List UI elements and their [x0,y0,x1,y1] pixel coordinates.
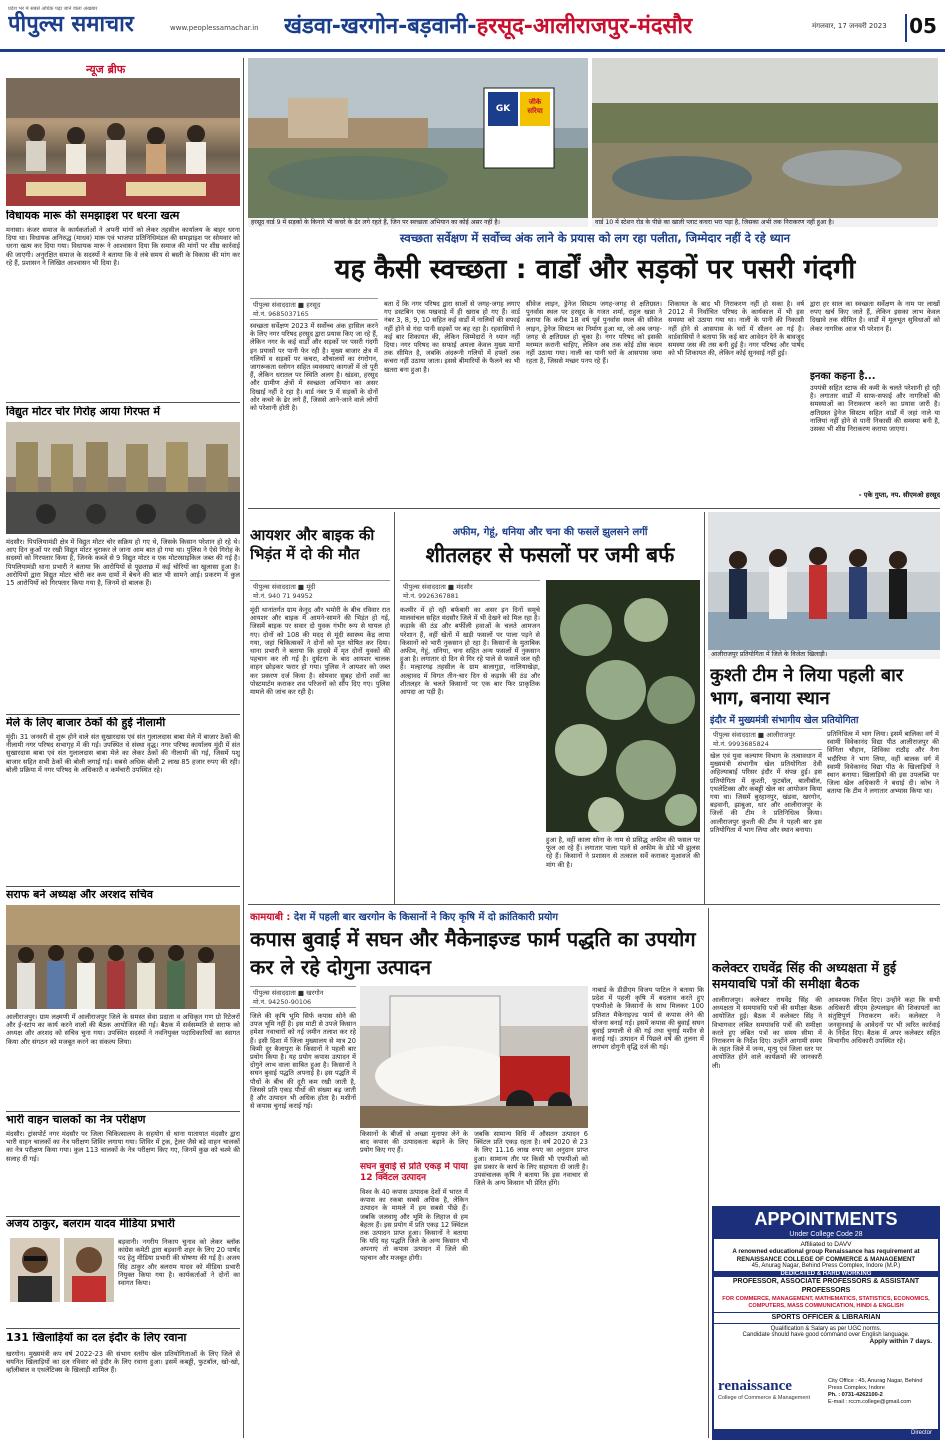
lead-byline [250,298,378,320]
lead-col4: शिकायत के बाद भी निराकरण नहीं हो सका है। वर्ष 2012 में निर्वाचित परिषद के कार्यकाल में भी इस समस्या को उठाया गया था। नाली के पानी की निकासी नहीं होने से आसपास के घरों में सीलन आ गई है। वार्डवासियों ने बताया कि कई बार आवेदन देने के बावजूद समस्या जस की तस बनी हुई है। नगर परिषद और पार्षद को भी शिकायत की, लेकिन कोई सुनवाई नहीं हुई। [668,300,804,358]
portrait-1-svg [10,1238,60,1302]
wrestling-photo [708,512,940,650]
portrait-2-svg [64,1238,114,1302]
story5-body: मंदसौर। ट्रांसपोर्ट नगर मंदसौर पर जिला चिकित्सालय के सहयोग से थाना यातायात मंदसौर द्वारा भारी वाहन चालकों का नेत्र परीक्षण शिविर लगाया गया। शिविर में ट्रक, ट्रेलर जैसे बड़े वाहन चालकों का नेत्र परीक्षण किया गया। कुल 113 चालकों के नेत्र परीक्षण किए गए, जिनमें कुछ को चश्मे की सलाह दी गई। [6,1130,240,1163]
column-divider [394,512,395,904]
wrestling-photo-caption: आलीराजपुर प्रतियोगिता में जिले के विजेता खिलाड़ी। [708,650,940,659]
ad-librarian: SPORTS OFFICER & LIBRARIAN [714,1312,938,1324]
wrestling-headline: कुश्ती टीम ने लिया पहली बार भाग, बनाया स्थान [710,665,904,709]
wrestling-phone: मो.नं. 9993685824 [713,740,769,748]
police-photo [6,422,240,534]
wrestling-byline-text: पीपुल्स संवाददाता ■ आलीराजपुर [713,731,795,739]
accident-headline: आयशर और बाइक की भिड़ंत में दो की मौत [250,526,375,563]
lead-photo-1 [248,58,588,218]
cotton-phone: मो.नं. 94250-90106 [253,998,312,1006]
story6-title: अजय ठाकुर, बलराम यादव मीडिया प्रभारी [6,1218,175,1230]
wrestling-photo-svg [708,512,940,650]
cotton-col1: जिले की कृषि भूमि सिर्फ कपास सोने की उपज भूमि नहीं है। इस माटी से उपजे किसान हमेशा नवाचारों को नई जमीन तलाश कर रहे हैं। इसी दिशा में जिला मुख्यालय से मात्र 20 किमी दूर बैजापुरा के किसानों ने पहली बार प्रयोग किया है। यह प्रयोग कपास उत्पादन में दोगुने लाभ वाला साबित हुआ है। किसानों ने सघन बुवाई पद्धति अपनाई है। इस पद्धति में पौधों के बीच की दूरी कम रखी जाती है, जिससे प्रति एकड़ पौधों की संख्या बढ़ जाती है और उत्पादन भी अधिक होता है। मशीनों से कपास चुनाई कराई गई। [250,1012,356,1111]
cotton-col3: विश्व के 40 कपास उत्पादक देशों में भारत में कपास का रकबा सबसे अधिक है, लेकिन उत्पादन के मामले में हम सबसे पीछे हैं। जबकि जलवायु और भूमि के लिहाज से हम बेहतर हैं। इस प्रयोग में प्रति एकड़ 12 क्विंटल तक उत्पादन प्राप्त हुआ। किसानों ने बताया कि यदि यह पद्धति जिले के अन्य किसान भी अपनाएं तो कपास उत्पादन में जिले की पहचान और मजबूत होगी। [360,1188,468,1262]
divider [6,402,240,403]
frost-headline: शीतलहर से फसलों पर जमी बर्फ [425,543,675,567]
story7-title: 131 खिलाड़ियों का दल इंदौर के लिए रवाना [6,1332,187,1344]
story3-body: मूंदी। 31 जनवरी से शुरू होने वाले संत सुखारदास एवं संत गुलालदास बाबा मेले में बाजार ठेकों की नीलामी नगर परिषद सभागृह में की गई। उपस्थित थे संस्था वृद्ध। नगर परिषद कार्यालय मूंदी में संत सुखारदास बाबा एवं संत गुलालदास बाबा मेले का लेकर ठेकों की नीलामी की गई, जिसमें पशु बाजार सहित सभी ठेकों की बोली लगाई गई। सबसे अधिक बोली 2 लाख 85 हजार रुपए की रही। बोली प्रक्रिया में नगर परिषद के अधिकारी व कर्मचारी उपस्थित रहे। [6,733,240,774]
story5-title: भारी वाहन चालकों का नेत्र परीक्षण [6,1114,146,1126]
divider [6,1216,240,1217]
story2-body: मंदसौर। पिपलियामंडी क्षेत्र में विद्युत मोटर चोर सक्रिय हो गए थे, जिसके किसान परेशान हो रहे थे। आए दिन कुओं पर रखी विद्युत मोटर चुराकर ले जाना आम बात हो गया था। पुलिस ने ऐसे गिरोह के सदस्यों को गिरफ्तार किया है, जिनके कब्जे से 9 विद्युत मोटर व एक मोटरसाइकिल जब्त की गई है। पिपलियामंडी थाना प्रभारी ने बताया कि आरोपियों से पूछताछ में कई चोरियों का खुलासा हुआ है। आरोपियों द्वारा विद्युत मोटर चोरी कर कम दामों में बेचने की बात भी सामने आई। प्रकरण में कुल 15 आरोपियों को गिरफ्तार किया गया है, जिनमें दो बालक हैं। [6,538,240,588]
accident-byline-text: पीपुल्स संवाददाता ■ मूंदी [253,583,316,591]
cotton-col5: जबकि सामान्य विधि में औसतन उत्पादन 6 क्विंटल प्रति एकड़ रहता है। वर्ष 2020 से 23 के लिए 11.16 लाख रुपए का अनुदान प्राप्त हुआ। सामान्य तौर पर किसी भी एफपीओ को इस प्रकार के कार्य के लिए सहायता दी जाती है। उपसंचालक कृषि ने बताया कि इस नवाचार से जिले के अन्य किसान भी प्रेरित होंगे। [474,1130,588,1188]
ad-director: Director [714,1429,938,1438]
story3-title: मेले के लिए बाजार ठेकों की हुई नीलामी [6,717,166,729]
comment-box-body: उपयंत्री सहित स्टाफ की कमी के चलते परेशानी हो रही है। लगातार वार्डों में साफ-सफाई और नागरिकों की समस्याओं का निराकरण करने का प्रयास जारी है। क्षतिग्रस्त ड्रेनेज सिस्टम सहित वार्डों में जहां नाले या नालियां नहीं होने से पानी निकासी की समस्या बनी है, उसका भी शीघ्र निराकरण कराया जाएगा। [810,384,940,434]
wrestling-byline [710,728,822,750]
story1-title: विधायक मारू की समझाइश पर धरना खत्म [6,210,180,222]
ad-address: 45, Anurag Nagar, Behind Press Complex, Indore (M.P.) [751,1263,901,1269]
website-url[interactable]: www.peoplessamachar.in [170,24,259,32]
group-photo [6,905,240,1009]
masthead [0,0,945,52]
collector-col1: आलीराजपुर। कलेक्टर राघवेंद्र सिंह की अध्यक्षता में समयावधि पत्रों की समीक्षा बैठक आयोजित हुई। बैठक में कलेक्टर सिंह ने विभागवार लंबित समयावधि पत्रों की समीक्षा करते हुए लंबित पत्रों का समय सीमा में निराकरण के निर्देश दिए। उन्होंने आगामी समय के तहत जिले में जन्म, मृत्यु एवं जिला स्तर पर आयोजित होने वाले कार्यक्रमों की जानकारी ली। [712,996,822,1070]
cotton-photo-svg [360,986,588,1128]
divider [6,714,240,715]
accident-byline [250,580,390,602]
cotton-kicker-label: कामयाबी : [250,912,291,923]
ad-logo [718,1378,826,1418]
protest-photo-svg [6,78,240,206]
accident-body: मूंदी थानांतर्गत ग्राम केनूद और भमोरी के बीच रविवार रात आयशर और बाइक में आमने-सामने की भिड़ंत हो गई, जिसमें बाइक पर सवार दो युवक गंभीर रूप से घायल हो गए। दोनों को 108 की मदद से मूंदी स्वास्थ्य केंद्र लाया गया, जहां चिकित्सकों ने दोनों को मृत घोषित कर दिया। थाना प्रभारी ने बताया कि हादसे में मृत दोनों युवकों की पहचान कर ली गई है। दुर्घटना के बाद आयशर चालक वाहन छोड़कर फरार हो गया। पुलिस ने आयशर को जब्त कर प्रकरण दर्ज किया है। सोमवार सुबह दोनों शवों का पोस्टमार्टम कराकर शव परिजनों को सौंप दिए गए। पुलिस मामले की जांच कर रही है। [250,606,390,697]
ad-posts: PROFESSOR, ASSOCIATE PROFESSORS & ASSISTANT PROFESSORS [732,1278,920,1294]
story4-title: सराफ बने अध्यक्ष और अरशद सचिव [6,889,153,901]
frost-photo [546,580,700,832]
edition-title-main: खंडवा-खरगोन-बड़वानी- [284,14,477,39]
lead-col3: सीवेज लाइन, ड्रेनेज सिस्टम जगह-जगह से क्षतिग्रस्त। पुनर्वास स्थल पर हरसूद के गजत शर्मा, राहुल खन्ना ने बताया कि करीब 18 वर्ष पूर्व पुनर्वास स्थल की सीवेज लाइन, ड्रेनेज सिस्टम का निर्माण हुआ था, जो अब जगह-जगह से क्षतिग्रस्त हो चुका है। नगर परिषद को इसकी मरम्मत करानी चाहिए, लेकिन अब तक कोई ठोस कदम नहीं उठाया गया। नाली का पानी घरों के आसपास जमा रहता है, जिससे मच्छर पनप रहे हैं। [526,300,662,366]
frost-photo-svg [546,580,700,832]
news-brief-label: न्यूज ब्रीफ [86,63,126,76]
ad-intro: A renowned educational group Renaissance has requirement at RENAISSANCE COLLEGE OF COMMERCE & MANAGEMENT [732,1248,920,1263]
ad-city-office: City Office : 45, Anurag Nagar, Behind Press Complex, Indore [828,1378,923,1391]
collector-col2: आवश्यक निर्देश दिए। उन्होंने कहा कि सभी अधिकारी सीएम हेल्पलाइन की शिकायतों का संतुष्टिपूर्ण निराकरण करें। कलेक्टर ने जनसुनवाई के आवेदनों पर भी त्वरित कार्रवाई के निर्देश दिए। बैठक में अपर कलेक्टर सहित विभागीय अधिकारी उपस्थित रहे। [828,996,940,1046]
divider [6,1111,240,1112]
ad-logo-text: renaissance [718,1378,792,1394]
cotton-photo [360,986,588,1128]
column-divider [704,512,705,904]
appointments-ad[interactable] [712,1206,940,1440]
portrait-photo-1 [10,1238,60,1302]
story1-body: मनासा। कंजर समाज के कार्यकर्ताओं ने अपनी मांगों को लेकर तहसील कार्यालय के बाहर धरना दिया था। विधायक अनिरुद्ध (माधव) मारू एवं भाजपा प्रतिनिधिमंडल की समझाइश पर सोमवार को धरना खत्म कर दिया गया। विधायक मारू ने आश्वासन दिया कि समाज की मांगों पर शीघ्र कार्रवाई की जाएगी। अनुरक्षित समाज के सदस्यों ने बताया कि वे लंबे समय से बस्ती के विकास की मांग कर रहे हैं, प्रशासन ने लिखित आश्वासन भी दिया है। [6,226,240,267]
lead-photo-1-svg [248,58,588,218]
accident-phone: मो.नं. 940 71 94952 [253,592,313,600]
lead-photo-1-caption: हरसूद वार्ड 9 में सड़कों के किनारे भी कचरे के ढेर लगे रहते हैं, जिन पर स्वच्छता अभियान का कोई असर नहीं है। [248,218,588,227]
lead-photo-2-svg [592,58,938,218]
left-column [6,58,240,1443]
ad-dedicated: DEDICATED & HARD WORKING [714,1271,938,1277]
section-divider [248,904,940,905]
wrestling-col2: प्रतिनिधित्व में भाग लिया। इसमें बालिका वर्ग में स्वामी विवेकानंद विद्या पीठ आलीराजपुर की विनिता चौहान, शिविका राठौड़ और नैना भदौरिया ने भाग लिया, वहीं बालक वर्ग में स्वामी विवेकानंद विद्या पीठ के खिलाड़ियों ने स्थान बनाया। खिलाड़ियों की इस उपलब्धि पर जिला खेल अधिकारी ने बधाई दी। कोच ने बताया कि टीम ने लगातार अभ्यास किया था। [827,730,939,796]
wrestling-subhead: इंदौर में मुख्यमंत्री संभागीय खेल प्रतियोगिता [710,715,859,726]
group-photo-svg [6,905,240,1009]
ad-logo-sub: College of Commerce & Management [718,1395,811,1401]
comment-box-title: इनका कहना है... [810,371,876,382]
issue-date: मंगलवार, 17 जनवरी 2023 [812,22,887,30]
cotton-byline-text: पीपुल्स संवाददाता ■ खरगोन [253,989,324,997]
frost-col1: कश्मीर में हो रही बर्फबारी का असर इन दिनों समूचे मालवांचल सहित मंदसौर जिले में भी देखने को मिल रहा है। कड़ाके की ठंड और बर्फीली हवाओं के चलते आमजन परेशान हैं, वहीं खेतों में खड़ी फसलों पर पाला पड़ने से किसानों को भारी नुकसान हो रहा है। किसानों के मुताबिक अफीम, गेहूं, धनिया, चना सहित अन्य फसलों में नुकसान हुआ है। लगातार दो दिन से गिर रहे पाले से फसलें जल रही हैं। मल्हारगढ़ तहसील के ग्राम बालागुड़ा, नालियाखेड़ा, अल्हावद में विगत तीन-चार दिन से कड़ाके की ठंड और शीतलहर के चलते किसानों पर एक बार फिर प्राकृतिक आपदा आ पड़ी है। [400,606,540,697]
frost-col2: हुआ है, वहीं काला सोना के नाम से प्रसिद्ध अफीम की फसल पर फूल आ रहे हैं। लगातार पाला पड़ने से अफीम के डोडे भी झुलस रहे हैं। किसानों ने प्रशासन से तत्काल सर्वे कराकर मुआवजे की मांग की है। [546,836,700,869]
story4-body: आलीराजपुर। ग्राम लक्ष्मणी में आलीराजपुर जिले के समस्त सेवा प्रदाता व अधिकृत गण ग्रो रिटेलरों और ई-स्टांप का कार्य करने वालों की बैठक आयोजित की गई। बैठक में सर्वसम्मति से सराफ को अध्यक्ष और अरशद को सचिव चुना गया। उपस्थित सदस्यों ने नवनियुक्त पदाधिकारियों का स्वागत किया और संगठन को मजबूत करने का संकल्प लिया। [6,1013,240,1046]
lead-headline: यह कैसी स्वच्छता : वार्डों और सड़कों पर पसरी गंदगी [334,254,856,285]
lead-kicker: स्वच्छता सर्वेक्षण में सर्वोच्च अंक लाने के प्रयास को लग रहा पलीता, जिम्मेदार नहीं दे रहे ध्यान [399,231,791,245]
cotton-col4: नाबार्ड के डीडीएम विजय पाटिल ने बताया कि प्रदेश में पहली कृषि में बदलाव करते हुए एफपीओ के किसानों के साथ मिलकर 100 प्रतिशत मैकेनाइज्ड फार्म से कपास लेने की योजना बनाई गई। इसमें कपास की बुवाई सघन बुवाई प्रणाली से की गई तथा चुनाई मशीन से कराई गई। उत्पादन में पिछले वर्ष की तुलना में लगभग दोगुनी वृद्धि दर्ज की गई। [592,986,704,1052]
page-number: 05 [905,14,939,42]
cotton-headline: कपास बुवाई में सघन और मैकेनाइज्ड फार्म पद्धति का उपयोग कर ले रहे दोगुना उत्पादन [250,927,696,979]
column-divider [243,58,244,1438]
billboard-text: GK TMT [492,104,514,144]
cotton-byline [250,986,356,1008]
protest-photo [6,78,240,206]
cotton-subhead: सघन बुवाई से प्रति एकड़ में पाया 12 क्विंटल उत्पादन [360,1162,468,1183]
frost-byline-text: पीपुल्स संवाददाता ■ मंदसौर [403,583,473,591]
lead-photo-2 [592,58,938,218]
frost-kicker: अफीम, गेहूं, धनिया और चना की फसलें झुलसने लगीं [452,527,648,538]
ad-affiliation: Affiliated to DAVV [800,1241,852,1248]
divider [6,1328,240,1329]
story6-body: बड़वानी। नगरीय निकाय चुनाव को लेकर ब्लॉक कांग्रेस कमेटी द्वारा बड़वानी शहर के लिए 20 पार्षद पद हेतु मीडिया प्रभारी की घोषणा की गई है। अजय सिंह ठाकुर और बलराम यादव को मीडिया प्रभारी नियुक्त किया गया है। कार्यकर्ताओं ने दोनों का स्वागत किया। [118,1238,240,1288]
cotton-kicker-text: देश में पहली बार खरगोन के किसानों ने किए कृषि में दो क्रांतिकारी प्रयोग [293,912,558,923]
edition-title [284,10,804,42]
ad-candidates: Candidate should have good command over English language. [742,1332,910,1338]
column-divider [708,908,709,1438]
police-photo-svg [6,422,240,534]
lead-col2: बता दें कि नगर परिषद द्वारा सालों से जगह-जगह लगाए गए डस्टबिन एक पखवाड़े में ही खराब हो गए हैं। वार्ड नंबर 3, 8, 9, 10 सहित कई वार्डों में नालियों की सफाई नहीं होने से गंदा पानी सड़कों पर बह रहा है। रहवासियों ने कई बार शिकायत की, लेकिन जिम्मेदारों ने ध्यान नहीं दिया। नगर परिषद का सफाई अमला केवल मुख्य मार्गों तक सीमित है, जबकि अंदरूनी गलियों में हफ्तों तक कचरा नहीं उठाया जाता। इससे बीमारियों के फैलने का भी खतरा बना हुआ है। [384,300,520,374]
divider [6,886,240,887]
comment-box-signature: - एके गुप्ता, नप. सीएमओ हरसूद [858,491,940,499]
cotton-kicker [250,909,704,923]
ad-subjects: FOR COMMERCE, MANAGEMENT, MATHEMATICS, STATISTICS, ECONOMICS, COMPUTERS, MASS COMMUNICATION, HINDI & ENGLISH [722,1296,930,1309]
story2-title: विद्युत मोटर चोर गिरोह आया गिरफ्त में [6,406,160,418]
cotton-col2: किसानों के बीजों से अच्छा मुनाफा लेने के बाद कपास की उत्पादकता बढ़ाने के लिए प्रयोग किए गए हैं। [360,1130,468,1155]
frost-byline [400,580,540,602]
lead-photo-2-caption: वार्ड 10 में स्टेशन रोड के पीछे का खाली प्लाट कचरा भरा पड़ा है, जिसका अभी तक निराकरण नहीं हुआ है। [592,218,938,227]
frost-phone: मो.नं. 9926367881 [403,592,459,600]
comment-box [810,368,940,504]
lead-phone: मो.नं. 9685037165 [253,310,309,318]
section-divider [248,508,940,509]
logo-tagline: प्रदेश भर में सबसे अधिक पढ़ा जाने वाला अखबार [8,6,98,12]
logo[interactable] [8,6,168,42]
wrestling-col1: खेल एवं युवा कल्याण विभाग के तत्वावधान में मुख्यमंत्री संभागीय खेल प्रतियोगिता देवी अहिल्याबाई परिसर इंदौर में संपन्न हुई। इस प्रतियोगिता में कुश्ती, फुटबॉल, बालीबॉल, एथलेटिक्स और कबड्डी खेल का आयोजन किया गया था। जिसमें बुरहानपुर, खंडवा, खरगोन, बड़वानी, झाबुआ, धार और आलीराजपुर के जिलों की टीम ने प्रतिनिधित्व किया। आलीराजपुर कुश्ती की टीम ने पहली बार इस प्रतियोगिता में भाग लिया और स्थान बनाया। [710,752,822,834]
story7-body: खरगोन। मुख्यमंत्री कप वर्ष 2022-23 की संभाग स्तरीय खेल प्रतियोगिताओं के लिए जिले से चयनित खिलाड़ियों का दल रविवार को इंदौर के लिए रवाना हुआ। इसमें कबड्डी, फुटबॉल, खो-खो, व्हॉलीबाल व एथलेटिक्स के खिलाड़ी शामिल हैं। [6,1350,240,1375]
ad-qualification: Qualification & Salary as per UGC norms. [770,1326,882,1332]
lead-col1: स्वच्छता सर्वेक्षण 2023 में सर्वोच्च अंक हासिल करने के लिए नगर परिषद हरसूद द्वारा प्रयास किए जा रहे हैं, लेकिन नगर के कई वार्डों और सड़कों पर पसरी गंदगी इन प्रयासों पर पानी फेर रही है। मुख्य बाजार क्षेत्र में गलियों व सड़कों पर कचरा, शौचालयों का रंगरोगन, जागरूकता स्लोगन सहित व्यवस्थाएं कागजों में तो पूरी हैं, लेकिन धरातल पर स्थिति अलग है। खंडवा, हरसूद और ग्रामीण क्षेत्रों में स्वच्छता अभियान का असर दिखाई नहीं दे रहा है। वार्ड नंबर 9 में सड़कों के दोनों ओर कचरे के ढेर लगे हैं, जिससे आने-जाने वाले लोगों को परेशानी होती है। [250,322,378,413]
lead-byline-text: पीपुल्स संवाददाता ■ हरसूद [253,301,321,309]
ad-phone: Ph. : 0731-4262100-2 [828,1392,883,1398]
lead-col5: द्वारा हर साल का स्वच्छता सर्वेक्षण के नाम पर लाखों रुपए खर्च किए जाते हैं, लेकिन इसका लाभ केवल दिखावे तक सीमित है। वार्डों में मूलभूत सुविधाओं को लेकर नागरिक आज भी परेशान हैं। [810,300,940,333]
ad-subtitle: Under College Code 28 [714,1230,938,1239]
ad-email[interactable]: E-mail : rccm.college@gmail.com [828,1399,912,1405]
ad-contact [828,1378,938,1426]
ad-title: APPOINTMENTS [714,1208,938,1230]
logo-title: पीपुल्स समाचार [8,12,134,37]
billboard-subtext: जीके सरिया [527,98,543,115]
ad-apply: Apply within 7 days. [869,1338,932,1345]
collector-headline: कलेक्टर राघवेंद्र सिंह की अध्यक्षता में हुई समयावधि पत्रों की समीक्षा बैठक [712,960,896,991]
edition-title-highlight: हरसूद-आलीराजपुर-मंदसौर [476,14,693,39]
portrait-photo-2 [64,1238,114,1302]
